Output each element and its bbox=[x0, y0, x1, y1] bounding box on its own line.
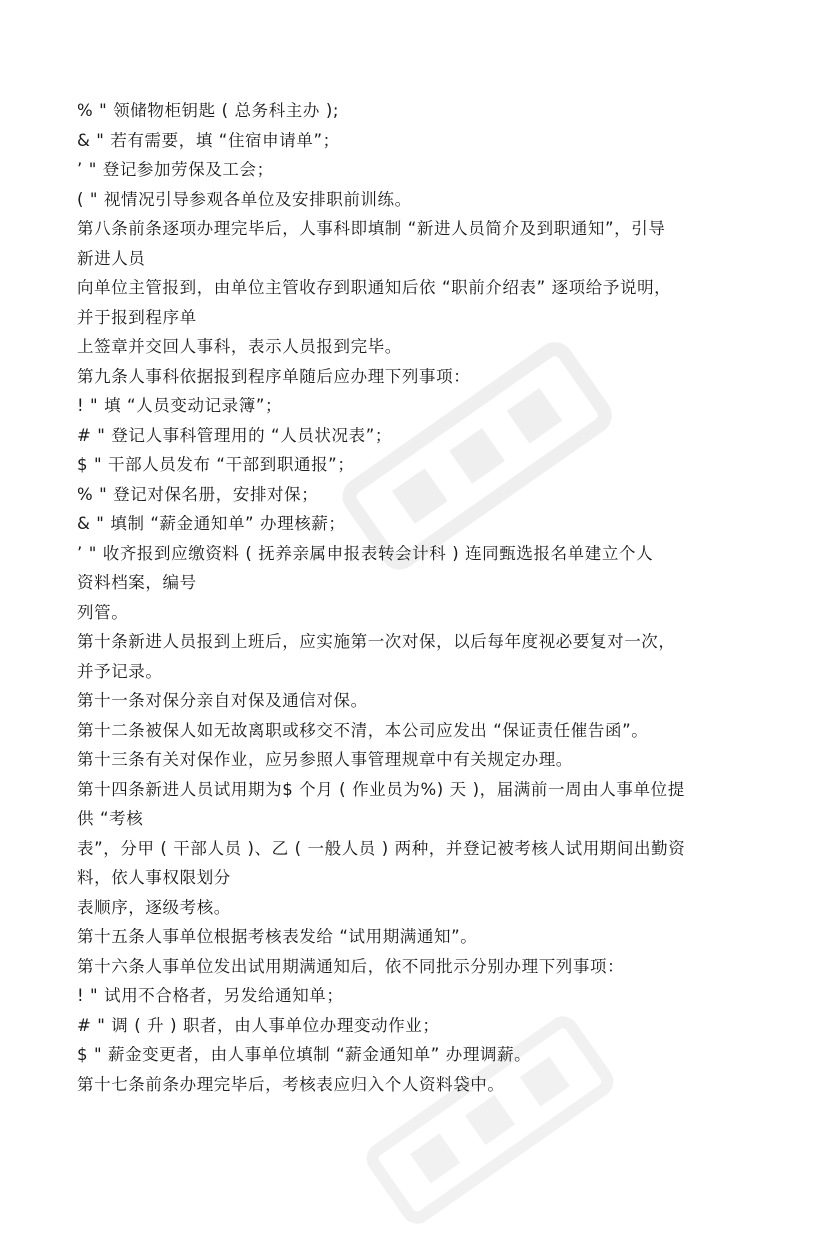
text-line: # " 调 ( 升 ) 职者，由人事单位办理变动作业； bbox=[77, 1015, 440, 1035]
text-line: 列管。 bbox=[77, 602, 129, 622]
text-line: ’ " 登记参加劳保及工会； bbox=[77, 160, 274, 179]
text-line: ’ " 收齐报到应缴资料 ( 抚养亲属申报表转会计科 ) 连同甄选报名单建立个人 bbox=[77, 543, 654, 563]
text-line: 资料档案，编号 bbox=[77, 573, 197, 592]
text-line: 第八条前条逐项办理完毕后，人事科即填制 “新进人员简介及到职通知”，引导 bbox=[77, 219, 666, 238]
text-line: & " 填制 “薪金通知单” 办理核薪； bbox=[77, 514, 346, 533]
text-line: 第十一条对保分亲自对保及通信对保。 bbox=[77, 691, 368, 710]
text-line: # " 登记人事科管理用的 “人员状况表”； bbox=[77, 425, 392, 445]
text-line: 上签章并交回人事科，表示人员报到完毕。 bbox=[77, 337, 402, 356]
text-line: 第十四条新进人员试用期为$ 个月 ( 作业员为%) 天 )，届满前一周由人事单位提 bbox=[77, 779, 685, 799]
text-line: 并于报到程序单 bbox=[77, 307, 197, 327]
text-line: 第十三条有关对保作业，应另参照人事管理规章中有关规定办理。 bbox=[77, 750, 573, 769]
text-line: 向单位主管报到，由单位主管收存到职通知后依 “职前介绍表” 逐项给予说明， bbox=[77, 278, 672, 297]
text-line: 第十六条人事单位发出试用期满通知后，依不同批示分别办理下列事项： bbox=[77, 956, 625, 976]
text-line: 新进人员 bbox=[77, 248, 146, 268]
text-line: $ " 薪金变更者，由人事单位填制 “薪金通知单” 办理调薪。 bbox=[77, 1045, 532, 1064]
text-line: 第十七条前条办理完毕后，考核表应归入个人资料袋中。 bbox=[77, 1074, 505, 1094]
text-line: ! " 试用不合格者，另发给通知单； bbox=[77, 986, 344, 1005]
text-line: ! " 填 “人员变动记录簿”； bbox=[77, 396, 283, 415]
text-line: 第十五条人事单位根据考核表发给 “试用期满通知”。 bbox=[77, 927, 478, 946]
text-line: 第十二条被保人如无故离职或移交不清，本公司应发出 “保证责任催告函”。 bbox=[77, 720, 649, 740]
text-line: % " 领储物柜钥匙 ( 总务科主办 ); bbox=[77, 101, 340, 120]
text-line: % " 登记对保名册，安排对保； bbox=[77, 484, 319, 504]
text-line: & " 若有需要，填 “住宿申请单”； bbox=[77, 130, 340, 150]
document-body bbox=[77, 96, 772, 1099]
text-line: 并予记录。 bbox=[77, 661, 163, 681]
text-line: 表”，分甲 ( 干部人员 )、乙 ( 一般人员 ) 两种，并登记被考核人试用期间出勤资 bbox=[77, 838, 686, 858]
text-line: ( " 视情况引导参观各单位及安排职前训练。 bbox=[77, 189, 412, 209]
text-line: 供 “考核 bbox=[77, 809, 144, 828]
text-line: 料，依人事权限划分 bbox=[77, 868, 231, 887]
text-line: 第十条新进人员报到上班后，应实施第一次对保，以后每年度视必要复对一次， bbox=[77, 632, 676, 651]
text-line: 第九条人事科依据报到程序单随后应办理下列事项： bbox=[77, 366, 471, 386]
text-line: 表顺序，逐级考核。 bbox=[77, 897, 231, 917]
text-line: $ " 干部人员发布 “干部到职通报”； bbox=[77, 455, 355, 474]
